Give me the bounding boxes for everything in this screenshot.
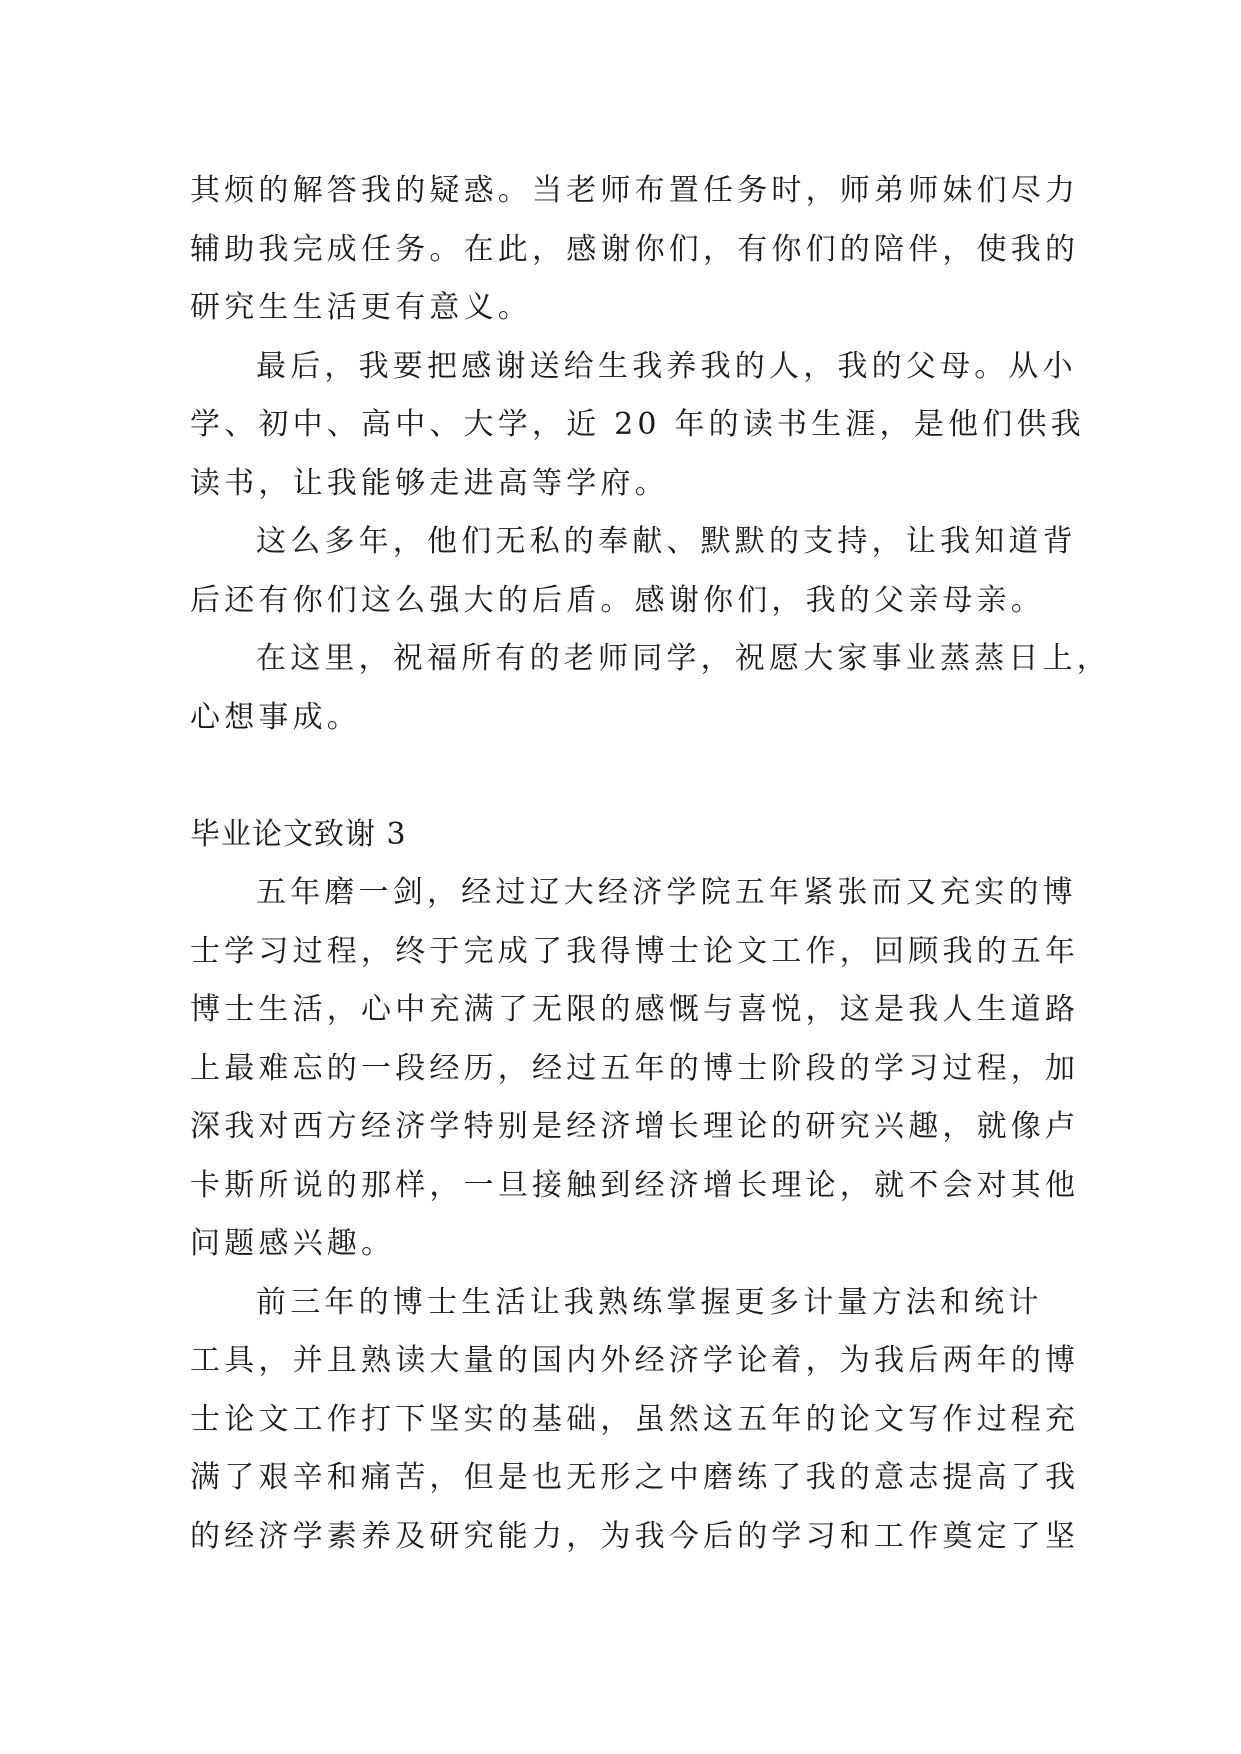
text-line: 问题感兴趣。 xyxy=(190,1226,396,1261)
text-line: 最后，我要把感谢送给生我养我的人，我的父母。从小 xyxy=(256,348,1077,384)
text-line: 卡斯所说的那样，一旦接触到经济增长理论，就不会对其他 xyxy=(190,1167,1080,1203)
text-line: 满了艰辛和痛苦，但是也无形之中磨练了我的意志提高了我 xyxy=(190,1460,1080,1495)
paragraph xyxy=(190,864,1080,1274)
text-line: 的经济学素养及研究能力，为我今后的学习和工作奠定了坚 xyxy=(190,1518,1080,1554)
text-line: 深我对西方经济学特别是经济增长理论的研究兴趣，就像卢 xyxy=(190,1109,1080,1144)
text-line: 五年磨一剑，经过辽大经济学院五年紧张而又充实的博 xyxy=(256,875,1077,910)
paragraph xyxy=(190,338,1085,514)
paragraph xyxy=(190,162,1080,338)
paragraph xyxy=(190,1274,1080,1567)
text-line: 后还有你们这么强大的后盾。感谢你们，我的父亲母亲。 xyxy=(190,582,1045,618)
text-line: 心想事成。 xyxy=(190,699,361,735)
document-body xyxy=(190,162,1111,1566)
text-line: 学、初中、高中、大学，近 20 年的读书生涯，是他们供我 xyxy=(190,407,1085,442)
text-line: 士学习过程，终于完成了我得博士论文工作，回顾我的五年 xyxy=(190,933,1080,969)
text-line: 研究生生活更有意义。 xyxy=(190,290,532,325)
text-line: 上最难忘的一段经历，经过五年的博士阶段的学习过程，加 xyxy=(190,1050,1080,1086)
paragraph xyxy=(190,513,1077,630)
text-line: 读书，让我能够走进高等学府。 xyxy=(190,465,669,501)
text-line: 辅助我完成任务。在此，感谢你们，有你们的陪伴，使我的 xyxy=(190,231,1080,267)
text-line: 在这里，祝福所有的老师同学，祝愿大家事业蒸蒸日上， xyxy=(256,641,1111,676)
text-line: 这么多年，他们无私的奉献、默默的支持，让我知道背 xyxy=(256,524,1077,559)
text-line: 博士生活，心中充满了无限的感慨与喜悦，这是我人生道路 xyxy=(190,992,1080,1027)
text-line: 工具，并且熟读大量的国内外经济学论着，为我后两年的博 xyxy=(190,1343,1080,1378)
text-line: 士论文工作打下坚实的基础，虽然这五年的论文写作过程充 xyxy=(190,1401,1080,1437)
section-heading: 毕业论文致谢 3 xyxy=(190,816,407,852)
paragraph xyxy=(190,630,1111,747)
text-line: 其烦的解答我的疑惑。当老师布置任务时，师弟师妹们尽力 xyxy=(190,173,1080,208)
text-line: 前三年的博士生活让我熟练掌握更多计量方法和统计 xyxy=(256,1284,1043,1320)
blank-line xyxy=(190,747,1050,806)
